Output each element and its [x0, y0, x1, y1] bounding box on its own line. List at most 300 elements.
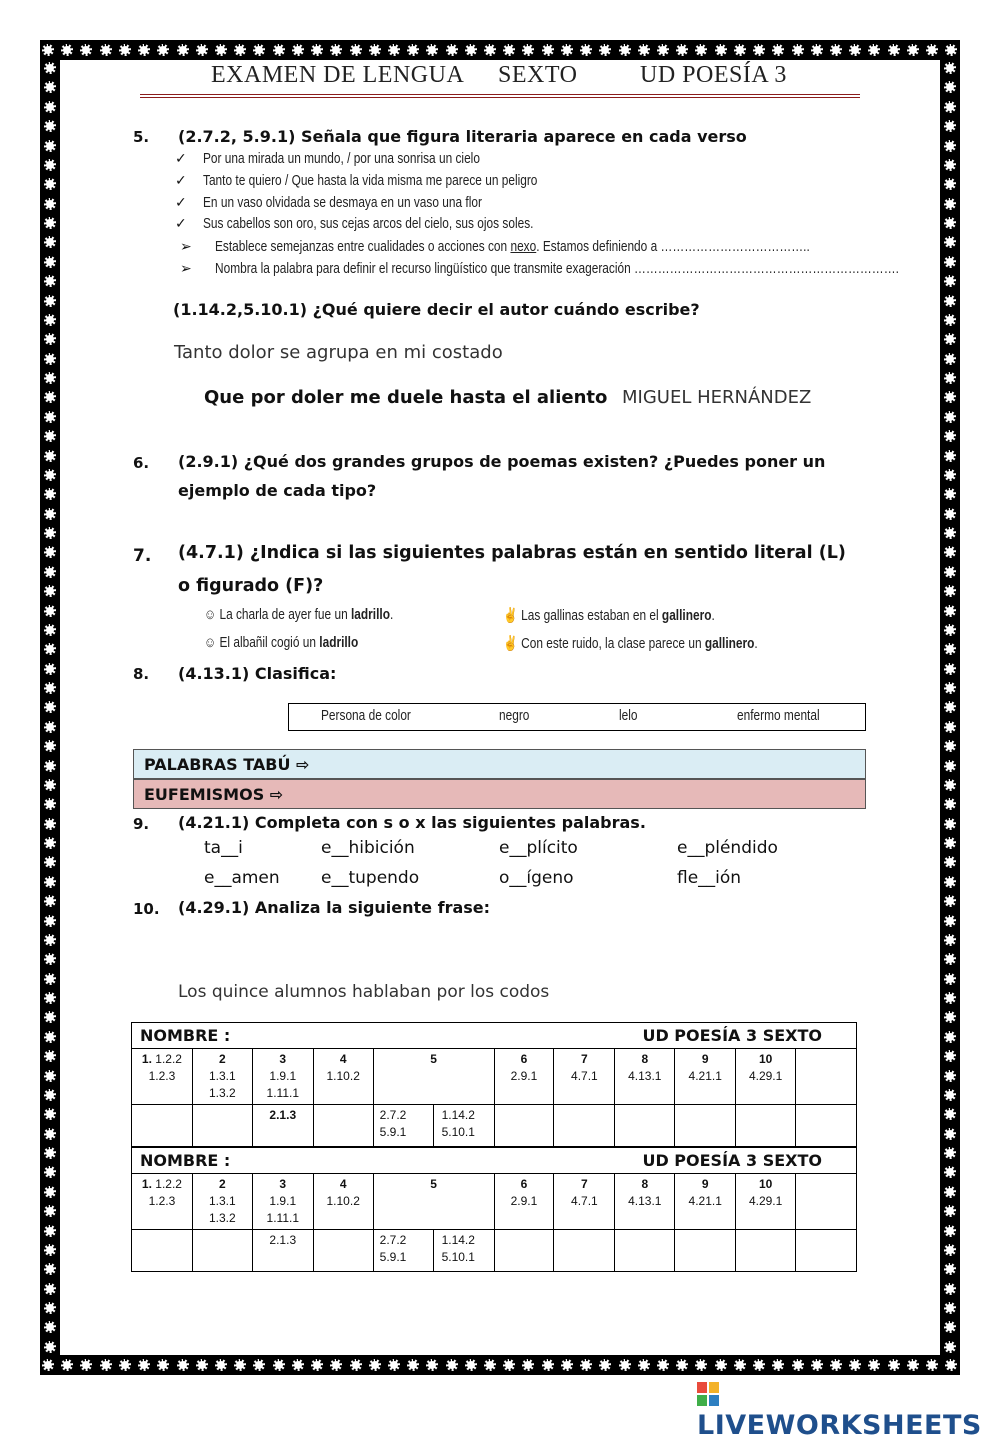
flower-ornament-icon: [44, 140, 56, 152]
score-cell: [192, 1105, 252, 1147]
flower-ornament-icon: [944, 1011, 956, 1023]
flower-ornament-icon: [944, 643, 956, 655]
flower-ornament-icon: [734, 44, 746, 56]
q7-title-line2: o figurado (F)?: [178, 576, 324, 596]
flower-ornament-icon: [407, 1359, 419, 1371]
flower-ornament-icon: [944, 837, 956, 849]
q9-number: 9.: [133, 815, 150, 833]
blank-word[interactable]: e__pléndido: [677, 838, 778, 858]
flower-ornament-icon: [100, 1359, 112, 1371]
flower-ornament-icon: [944, 1108, 956, 1120]
blank-word[interactable]: fle__ión: [677, 868, 742, 888]
flower-ornament-icon: [177, 44, 189, 56]
flower-ornament-icon: [61, 44, 73, 56]
flower-ornament-icon: [542, 1359, 554, 1371]
flower-ornament-icon: [446, 1359, 458, 1371]
flower-ornament-icon: [44, 973, 56, 985]
flower-ornament-icon: [100, 44, 112, 56]
score-row-competencies: [132, 1174, 857, 1230]
flower-ornament-icon: [44, 934, 56, 946]
flower-ornament-icon: [944, 1186, 956, 1198]
blank-word[interactable]: e__plícito: [499, 838, 578, 858]
name-label: NOMBRE :: [140, 1151, 231, 1170]
score-table: [131, 1048, 857, 1147]
flower-ornament-icon: [330, 44, 342, 56]
flower-ornament-icon: [907, 1359, 919, 1371]
q5-bullet: [180, 239, 940, 255]
flower-ornament-icon: [619, 1359, 631, 1371]
q5-verse: [175, 151, 541, 167]
word-bank-item: enfermo mental: [737, 708, 820, 724]
flower-ornament-icon: [44, 566, 56, 578]
flower-ornament-icon: [484, 44, 496, 56]
word-bank-item: Persona de color: [321, 708, 411, 724]
flower-ornament-icon: [44, 275, 56, 287]
flower-ornament-icon: [44, 1147, 56, 1159]
flower-ornament-icon: [44, 1205, 56, 1217]
flower-ornament-icon: [44, 411, 56, 423]
flower-ornament-icon: [44, 760, 56, 772]
score-cell: [736, 1230, 796, 1272]
flower-ornament-icon: [868, 44, 880, 56]
quote-line-2: Que por doler me duele hasta el aliento: [204, 387, 608, 408]
flower-ornament-icon: [61, 1359, 73, 1371]
header-grade: SEXTO: [498, 62, 578, 88]
score-row-competencies: [132, 1049, 857, 1105]
flower-ornament-icon: [944, 101, 956, 113]
score-cell: 9 4.21.1: [675, 1049, 736, 1105]
score-cell: 1. 1.2.2 1.2.3: [132, 1049, 193, 1105]
flower-ornament-icon: [945, 1359, 957, 1371]
flower-ornament-icon: [944, 663, 956, 675]
score-cell: 7 4.7.1: [554, 1049, 615, 1105]
flower-ornament-icon: [944, 1147, 956, 1159]
score-cell: 8 4.13.1: [615, 1049, 675, 1105]
flower-ornament-icon: [44, 101, 56, 113]
flower-ornament-icon: [215, 44, 227, 56]
flower-ornament-icon: [944, 1031, 956, 1043]
flower-ornament-icon: [944, 1263, 956, 1275]
eufemismos-drop-zone[interactable]: EUFEMISMOS ⇨: [133, 779, 866, 809]
blank-word[interactable]: ta__i: [204, 838, 243, 858]
flower-ornament-icon: [944, 876, 956, 888]
flower-ornament-icon: [944, 585, 956, 597]
q5-title: (2.7.2, 5.9.1) Señala que figura literaria aparece en cada verso: [178, 127, 747, 146]
blank-word[interactable]: e__amen: [204, 868, 280, 888]
flower-ornament-icon: [369, 44, 381, 56]
score-cell: 1.14.2 5.10.1: [433, 1230, 494, 1272]
flower-ornament-icon: [792, 44, 804, 56]
flower-ornament-icon: [388, 1359, 400, 1371]
hand-icon: ✌: [503, 608, 518, 624]
q5-verse: [175, 173, 611, 189]
flower-ornament-icon: [44, 721, 56, 733]
flower-ornament-icon: [196, 44, 208, 56]
score-cell: [675, 1105, 736, 1147]
analysis-sentence: Los quince alumnos hablaban por los codos: [178, 982, 550, 1002]
flower-ornament-icon: [522, 44, 534, 56]
score-cell: 1.14.2 5.10.1: [433, 1105, 494, 1147]
arrow-bullet-icon: ➢: [180, 239, 192, 255]
border-top: [40, 40, 960, 60]
q6-number: 6.: [133, 454, 150, 472]
flower-ornament-icon: [426, 1359, 438, 1371]
flower-ornament-icon: [944, 953, 956, 965]
flower-ornament-icon: [42, 1359, 54, 1371]
flower-ornament-icon: [715, 44, 727, 56]
flower-ornament-icon: [44, 546, 56, 558]
flower-ornament-icon: [944, 1070, 956, 1082]
flower-ornament-icon: [369, 1359, 381, 1371]
flower-ornament-icon: [944, 62, 956, 74]
flower-ornament-icon: [944, 353, 956, 365]
q10-title: (4.29.1) Analiza la siguiente frase:: [178, 898, 491, 917]
flower-ornament-icon: [44, 1186, 56, 1198]
score-cell: 1. 1.2.2 1.2.3: [132, 1174, 193, 1230]
flower-ornament-icon: [944, 798, 956, 810]
flower-ornament-icon: [944, 624, 956, 636]
flower-ornament-icon: [944, 915, 956, 927]
flower-ornament-icon: [811, 44, 823, 56]
flower-ornament-icon: [753, 1359, 765, 1371]
flower-ornament-icon: [945, 44, 957, 56]
score-header: [131, 1022, 857, 1048]
score-cell: [615, 1230, 675, 1272]
flower-ornament-icon: [44, 895, 56, 907]
flower-ornament-icon: [944, 411, 956, 423]
score-cell: [796, 1105, 857, 1147]
flower-ornament-icon: [292, 1359, 304, 1371]
flower-ornament-icon: [944, 198, 956, 210]
score-cell: [736, 1105, 796, 1147]
header-unit: UD POESÍA 3: [640, 62, 787, 88]
q9-title: (4.21.1) Completa con s o x las siguientes palabras.: [178, 813, 646, 832]
flower-ornament-icon: [944, 760, 956, 772]
flower-ornament-icon: [926, 1359, 938, 1371]
flower-ornament-icon: [273, 44, 285, 56]
flower-ornament-icon: [44, 856, 56, 868]
q5-verse: [175, 216, 606, 232]
flower-ornament-icon: [657, 1359, 669, 1371]
q8-number: 8.: [133, 665, 150, 683]
score-cell: [675, 1230, 736, 1272]
score-cell: 3 1.9.1 1.11.1: [252, 1049, 313, 1105]
flower-ornament-icon: [849, 1359, 861, 1371]
flower-ornament-icon: [638, 44, 650, 56]
flower-ornament-icon: [44, 391, 56, 403]
flower-ornament-icon: [944, 992, 956, 1004]
flower-ornament-icon: [215, 1359, 227, 1371]
score-cell: [313, 1230, 373, 1272]
flower-ornament-icon: [657, 44, 669, 56]
flower-ornament-icon: [944, 895, 956, 907]
flower-ornament-icon: [944, 1321, 956, 1333]
verse-text: Tanto te quiero / Que hasta la vida misma me parece un peligro: [203, 173, 538, 189]
flower-ornament-icon: [119, 1359, 131, 1371]
flower-ornament-icon: [44, 430, 56, 442]
flower-ornament-icon: [944, 1128, 956, 1140]
verse-text: Por una mirada un mundo, / por una sonrisa un cielo: [203, 151, 480, 167]
checkmark-icon: ✓: [175, 173, 187, 189]
q5-bullet: [180, 261, 1000, 277]
flower-ornament-icon: [311, 44, 323, 56]
score-table: [131, 1173, 857, 1272]
score-cell: 6 2.9.1: [494, 1049, 554, 1105]
score-cell: 6 2.9.1: [494, 1174, 554, 1230]
score-cell: 5: [373, 1174, 494, 1230]
score-cell: 2.1.3: [252, 1105, 313, 1147]
flower-ornament-icon: [44, 488, 56, 500]
flower-ornament-icon: [44, 159, 56, 171]
flower-ornament-icon: [888, 44, 900, 56]
q8-title: (4.13.1) Clasifica:: [178, 664, 337, 683]
flower-ornament-icon: [44, 333, 56, 345]
flower-ornament-icon: [44, 740, 56, 752]
flower-ornament-icon: [561, 1359, 573, 1371]
flower-ornament-icon: [944, 295, 956, 307]
flower-ornament-icon: [580, 44, 592, 56]
flower-ornament-icon: [292, 44, 304, 56]
hand-icon: ✌: [503, 636, 518, 652]
flower-ornament-icon: [234, 1359, 246, 1371]
flower-ornament-icon: [44, 663, 56, 675]
flower-ornament-icon: [734, 1359, 746, 1371]
flower-ornament-icon: [944, 140, 956, 152]
blank-word[interactable]: e__hibición: [321, 838, 415, 858]
flower-ornament-icon: [44, 508, 56, 520]
flower-ornament-icon: [311, 1359, 323, 1371]
flower-ornament-icon: [44, 1263, 56, 1275]
flower-ornament-icon: [944, 1166, 956, 1178]
flower-ornament-icon: [944, 217, 956, 229]
score-cell: [132, 1230, 193, 1272]
flower-ornament-icon: [44, 585, 56, 597]
flower-ornament-icon: [44, 198, 56, 210]
border-bottom: [40, 1355, 960, 1375]
liveworksheets-text: LIVEWORKSHEETS: [697, 1410, 982, 1441]
verse-text: Sus cabellos son oro, sus cejas arcos del cielo, sus ojos soles.: [203, 216, 534, 232]
score-cell: [796, 1049, 857, 1105]
flower-ornament-icon: [619, 44, 631, 56]
checkmark-icon: ✓: [175, 216, 187, 232]
name-label: NOMBRE :: [140, 1026, 231, 1045]
q7-item: ✌ Con este ruido, la clase parece un gallinero.: [503, 636, 758, 652]
flower-ornament-icon: [944, 1341, 956, 1353]
flower-ornament-icon: [407, 44, 419, 56]
flower-ornament-icon: [944, 856, 956, 868]
flower-ornament-icon: [44, 682, 56, 694]
flower-ornament-icon: [907, 44, 919, 56]
flower-ornament-icon: [44, 701, 56, 713]
flower-ornament-icon: [888, 1359, 900, 1371]
flower-ornament-icon: [944, 450, 956, 462]
score-grid: [131, 1022, 857, 1272]
flower-ornament-icon: [253, 1359, 265, 1371]
score-cell: 8 4.13.1: [615, 1174, 675, 1230]
flower-ornament-icon: [944, 973, 956, 985]
flower-ornament-icon: [44, 605, 56, 617]
flower-ornament-icon: [138, 1359, 150, 1371]
flower-ornament-icon: [44, 1283, 56, 1295]
flower-ornament-icon: [44, 818, 56, 830]
score-cell: 5: [373, 1049, 494, 1105]
flower-ornament-icon: [944, 740, 956, 752]
flower-ornament-icon: [44, 62, 56, 74]
flower-ornament-icon: [944, 1205, 956, 1217]
flower-ornament-icon: [944, 546, 956, 558]
flower-ornament-icon: [350, 1359, 362, 1371]
flower-ornament-icon: [44, 643, 56, 655]
flower-ornament-icon: [944, 701, 956, 713]
word-bank: [288, 703, 866, 731]
flower-ornament-icon: [44, 81, 56, 93]
border-right: [940, 60, 960, 1355]
q7-title-line1: (4.7.1) ¿Indica si las siguientes palabras están en sentido literal (L): [178, 543, 846, 563]
score-cell: [132, 1105, 193, 1147]
flower-ornament-icon: [44, 1321, 56, 1333]
flower-ornament-icon: [561, 44, 573, 56]
flower-ornament-icon: [792, 1359, 804, 1371]
bullet-text: Establece semejanzas entre cualidades o acciones con nexo. Estamos definiendo a ………………………………..: [215, 239, 810, 255]
flower-ornament-icon: [944, 488, 956, 500]
unit-label: UD POESÍA 3 SEXTO: [642, 1151, 822, 1170]
score-cell: 3 1.9.1 1.11.1: [252, 1174, 313, 1230]
flower-ornament-icon: [944, 934, 956, 946]
flower-ornament-icon: [465, 44, 477, 56]
flower-ornament-icon: [944, 779, 956, 791]
score-cell: 2.7.2 5.9.1: [373, 1230, 433, 1272]
flower-ornament-icon: [350, 44, 362, 56]
flower-ornament-icon: [42, 44, 54, 56]
flower-ornament-icon: [44, 992, 56, 1004]
score-cell: [615, 1105, 675, 1147]
flower-ornament-icon: [44, 1108, 56, 1120]
flower-ornament-icon: [44, 295, 56, 307]
flower-ornament-icon: [944, 527, 956, 539]
flower-ornament-icon: [868, 1359, 880, 1371]
score-cell: [494, 1105, 554, 1147]
tabu-drop-zone[interactable]: PALABRAS TABÚ ⇨: [133, 749, 866, 779]
score-cell: 7 4.7.1: [554, 1174, 615, 1230]
flower-ornament-icon: [44, 353, 56, 365]
flower-ornament-icon: [44, 469, 56, 481]
flower-ornament-icon: [253, 44, 265, 56]
flower-ornament-icon: [80, 44, 92, 56]
border-left: [40, 60, 60, 1355]
flower-ornament-icon: [44, 1089, 56, 1101]
flower-ornament-icon: [44, 837, 56, 849]
flower-ornament-icon: [44, 178, 56, 190]
flower-ornament-icon: [44, 1166, 56, 1178]
flower-ornament-icon: [44, 876, 56, 888]
flower-ornament-icon: [580, 1359, 592, 1371]
flower-ornament-icon: [44, 236, 56, 248]
quote-line-1: Tanto dolor se agrupa en mi costado: [174, 342, 503, 363]
flower-ornament-icon: [926, 44, 938, 56]
flower-ornament-icon: [811, 1359, 823, 1371]
score-cell: 2.1.3: [252, 1230, 313, 1272]
flower-ornament-icon: [944, 566, 956, 578]
flower-ornament-icon: [638, 1359, 650, 1371]
score-cell: [554, 1230, 615, 1272]
flower-ornament-icon: [772, 1359, 784, 1371]
q5-sub-title: (1.14.2,5.10.1) ¿Qué quiere decir el autor cuándo escribe?: [173, 300, 700, 319]
flower-ornament-icon: [695, 44, 707, 56]
score-row-marks: [132, 1105, 857, 1147]
flower-ornament-icon: [44, 217, 56, 229]
flower-ornament-icon: [157, 1359, 169, 1371]
liveworksheets-logo[interactable]: [697, 1379, 1000, 1441]
flower-ornament-icon: [503, 1359, 515, 1371]
flower-ornament-icon: [44, 1031, 56, 1043]
flower-ornament-icon: [388, 44, 400, 56]
flower-ornament-icon: [44, 1225, 56, 1237]
flower-ornament-icon: [944, 159, 956, 171]
q7-item: ☺ El albañil cogió un ladrillo: [204, 635, 359, 651]
flower-ornament-icon: [830, 1359, 842, 1371]
word-bank-item: lelo: [619, 708, 638, 724]
flower-ornament-icon: [484, 1359, 496, 1371]
flower-ornament-icon: [772, 44, 784, 56]
score-cell: 2 1.3.1 1.3.2: [192, 1174, 252, 1230]
score-cell: 9 4.21.1: [675, 1174, 736, 1230]
flower-ornament-icon: [44, 624, 56, 636]
flower-ornament-icon: [944, 682, 956, 694]
score-cell: [494, 1230, 554, 1272]
q7-item: ☺ La charla de ayer fue un ladrillo.: [204, 607, 394, 623]
checkmark-icon: ✓: [175, 195, 187, 211]
flower-ornament-icon: [177, 1359, 189, 1371]
flower-ornament-icon: [849, 44, 861, 56]
liveworksheets-icon: [697, 1382, 719, 1406]
verse-text: En un vaso olvidada se desmaya en un vaso una flor: [203, 195, 482, 211]
score-cell: 2 1.3.1 1.3.2: [192, 1049, 252, 1105]
flower-ornament-icon: [715, 1359, 727, 1371]
flower-ornament-icon: [944, 333, 956, 345]
smile-icon: ☺: [204, 635, 217, 651]
flower-ornament-icon: [44, 120, 56, 132]
score-cell: 4 1.10.2: [313, 1049, 373, 1105]
score-cell: [313, 1105, 373, 1147]
flower-ornament-icon: [119, 44, 131, 56]
q5-number: 5.: [133, 128, 150, 146]
flower-ornament-icon: [599, 44, 611, 56]
flower-ornament-icon: [44, 450, 56, 462]
flower-ornament-icon: [465, 1359, 477, 1371]
score-cell: [554, 1105, 615, 1147]
blank-word[interactable]: o__ígeno: [499, 868, 574, 888]
flower-ornament-icon: [944, 120, 956, 132]
flower-ornament-icon: [944, 1244, 956, 1256]
flower-ornament-icon: [542, 44, 554, 56]
arrow-bullet-icon: ➢: [180, 261, 192, 277]
quote-author: MIGUEL HERNÁNDEZ: [622, 387, 812, 408]
word-bank-item: negro: [499, 708, 530, 724]
flower-ornament-icon: [944, 314, 956, 326]
flower-ornament-icon: [944, 721, 956, 733]
flower-ornament-icon: [44, 256, 56, 268]
flower-ornament-icon: [157, 44, 169, 56]
flower-ornament-icon: [944, 178, 956, 190]
unit-label: UD POESÍA 3 SEXTO: [642, 1026, 822, 1045]
flower-ornament-icon: [676, 44, 688, 56]
bullet-text: Nombra la palabra para definir el recurso lingüístico que transmite exageración ………………………………………………………….: [215, 261, 899, 277]
flower-ornament-icon: [944, 508, 956, 520]
flower-ornament-icon: [44, 527, 56, 539]
blank-word[interactable]: e__tupendo: [321, 868, 420, 888]
flower-ornament-icon: [944, 1283, 956, 1295]
flower-ornament-icon: [695, 1359, 707, 1371]
